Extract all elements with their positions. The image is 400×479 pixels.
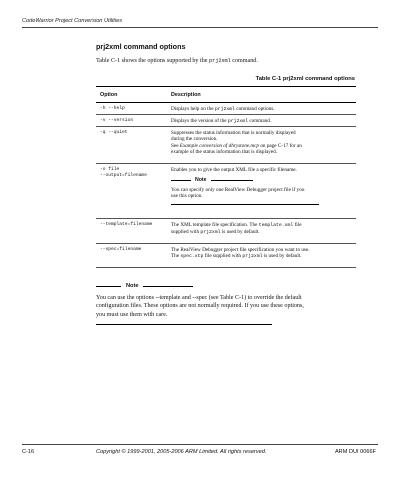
description-text: Suppresses the status information that is normally displayed — [171, 130, 296, 136]
description-line — [171, 167, 356, 173]
option-cell — [96, 222, 171, 243]
inline-note-heading — [171, 177, 356, 183]
table-row — [96, 219, 356, 244]
description-text: Displays help on the — [171, 106, 215, 112]
description-text: is used by default. — [262, 253, 302, 260]
intro-text-after: command. — [230, 58, 258, 64]
description-line — [171, 229, 356, 236]
description-text: The XML template file specification. The — [171, 222, 259, 228]
section-title: prj2xml command options — [96, 42, 186, 51]
note-rule-right — [143, 286, 193, 287]
inline-note-line: You can specify only one RealView Debugger project file if you — [171, 186, 305, 193]
inline-code: prj2xml — [242, 254, 263, 260]
table-caption: Table C-1 prj2xml command options — [255, 76, 355, 82]
intro-code: prj2xml — [208, 58, 231, 64]
description-text: on page C-17 for an — [259, 142, 302, 149]
note-heading — [96, 283, 366, 289]
option-name: --template=filename — [100, 222, 153, 227]
description-line — [171, 253, 356, 260]
description-text: command. — [248, 118, 272, 124]
option-name: --spec=filename — [100, 247, 142, 252]
option-cell — [96, 118, 171, 126]
intro-paragraph — [96, 58, 366, 64]
options-table — [96, 86, 356, 268]
description-text: is used by default. — [220, 229, 260, 236]
option-cell — [96, 130, 171, 163]
description-text: Displays the version of the — [171, 118, 228, 124]
description-cell — [171, 106, 356, 114]
note-line: You can use the options --template and --spec (see Table C-1) to override the default — [96, 295, 302, 301]
note-bottom-rule — [96, 324, 272, 325]
description-text: The RealView Debugger project file specification you want to use. — [171, 247, 310, 253]
description-text: command options. — [234, 106, 275, 112]
running-header: CodeWarrior Project Conversion Utilities — [22, 18, 122, 24]
note-line: you must use them with care. — [96, 311, 168, 318]
description-text: during the conversion. — [171, 136, 218, 143]
description-line — [171, 118, 356, 125]
option-cell — [96, 106, 171, 114]
option-name: --output=filename — [100, 173, 147, 179]
description-cell — [171, 167, 356, 218]
option-name: -h --help — [100, 106, 125, 111]
table-body — [96, 103, 356, 268]
option-name: -o file — [100, 167, 120, 172]
inline-note-label: Note — [195, 177, 207, 184]
option-name: -q --quiet — [100, 130, 128, 135]
document-id: ARM DUI 0066F — [334, 449, 376, 455]
note-line: configuration files. These options are not normally required. If you use these options, — [96, 303, 304, 310]
inline-code: template.xml — [258, 223, 294, 228]
table-row — [96, 164, 356, 219]
table-row — [96, 115, 356, 127]
description-cell — [171, 130, 356, 163]
description-cell — [171, 247, 356, 267]
inline-code: prj2xml — [200, 230, 221, 236]
note-rule-left — [96, 286, 121, 287]
description-text: supplied with — [171, 229, 201, 236]
description-text: example of the status information that is displayed. — [171, 149, 278, 156]
table-header — [96, 86, 356, 103]
description-text: Enables you to give the output XML file a specific filename. — [171, 167, 297, 173]
inline-note-rule — [171, 180, 191, 181]
inline-code: Example conversion of dhrystone.mcp — [179, 142, 260, 149]
table-row — [96, 127, 356, 164]
header-rule — [22, 27, 378, 28]
inline-note-rule — [211, 180, 253, 181]
note-label: Note — [126, 283, 139, 289]
column-header-option: Option — [100, 91, 118, 98]
inline-note-line: use this option. — [171, 193, 203, 200]
inline-code: prj2xml — [227, 119, 249, 124]
description-text: file — [293, 222, 302, 228]
description-text: file supplied with — [203, 253, 243, 260]
description-line — [171, 149, 356, 155]
inline-code: prj2xml — [214, 107, 235, 112]
option-name: -v --version — [100, 118, 134, 123]
description-text: See — [171, 142, 180, 149]
inline-code: spec.xtp — [180, 254, 204, 260]
page-number: C-16 — [22, 449, 35, 455]
intro-text-before: Table C-1 shows the options supported by the — [96, 58, 209, 64]
table-row — [96, 103, 356, 115]
option-cell — [96, 167, 171, 218]
column-header-description: Description — [171, 91, 201, 98]
inline-note-bottom-rule — [171, 204, 319, 205]
footer-rule — [22, 444, 378, 445]
description-text: The — [171, 253, 181, 260]
table-row — [96, 244, 356, 268]
note-text — [96, 294, 366, 319]
copyright-notice: Copyright © 1999-2001, 2005-2006 ARM Limited. All rights reserved. — [96, 449, 267, 455]
description-cell — [171, 118, 356, 126]
description-cell — [171, 222, 356, 243]
description-line — [171, 106, 356, 113]
option-cell — [96, 247, 171, 267]
note-block — [96, 283, 366, 325]
